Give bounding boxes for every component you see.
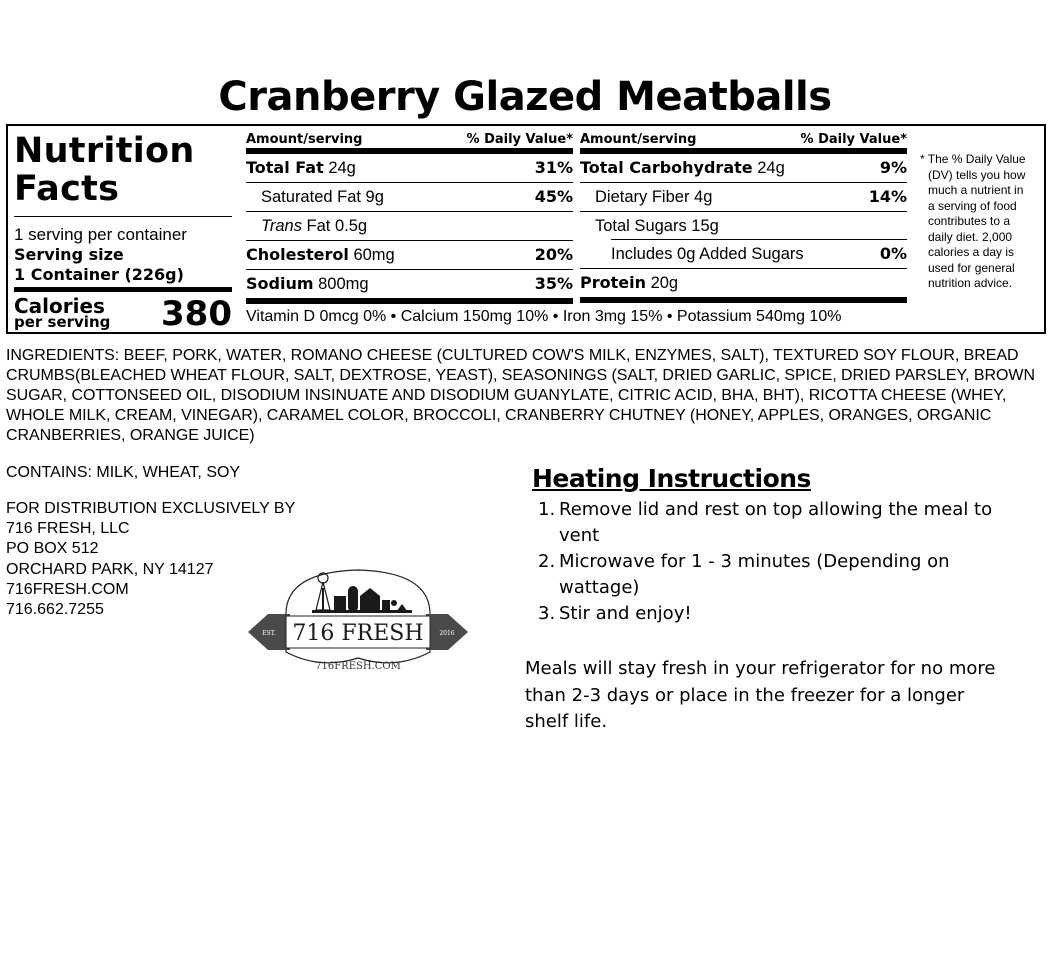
nutrient-row-total-sugars — [580, 212, 907, 240]
nutrient-name: Protein — [580, 273, 646, 292]
footnote-line: a serving of food — [928, 198, 1017, 213]
nutrient-row-total-carbohydrate — [580, 154, 907, 183]
column-header — [580, 132, 907, 154]
nutrition-facts-label — [6, 124, 1046, 334]
amount-serving-header: Amount/serving — [246, 132, 363, 147]
nutrient-name: Fat 0.5g — [306, 217, 368, 235]
heating-step — [538, 549, 998, 601]
nutrient-dv: 45% — [534, 187, 573, 206]
logo-url-text: 716FRESH.COM — [315, 661, 401, 672]
step-text: Stir and enjoy! — [559, 603, 692, 624]
daily-value-header: % Daily Value* — [466, 132, 573, 147]
nutrient-amount: 800mg — [318, 275, 369, 293]
nutrient-name: Saturated Fat 9g — [261, 188, 384, 206]
nutrition-summary — [14, 132, 232, 336]
trans-prefix: Trans — [261, 217, 302, 235]
amount-serving-header: Amount/serving — [580, 132, 697, 147]
vitamins-minerals: Vitamin D 0mcg 0% • Calcium 150mg 10% • Iron 3mg 15% • Potassium 540mg 10% — [246, 308, 842, 325]
serving-size-value: 1 Container (226g) — [14, 265, 184, 284]
calories-value: 380 — [161, 294, 232, 334]
footnote-line: used for general — [928, 260, 1015, 275]
nutrient-name: Total Carbohydrate — [580, 158, 753, 177]
nutrient-amount: 24g — [757, 159, 785, 177]
storage-note: Meals will stay fresh in your refrigerator for no more than 2-3 days or place in the freezer for a longer shelf life. — [525, 658, 996, 732]
address-line: PO BOX 512 — [6, 540, 99, 558]
column-header — [246, 132, 573, 154]
nutrient-name: Sodium — [246, 274, 314, 293]
ingredients-list: INGREDIENTS: BEEF, PORK, WATER, ROMANO CHEESE (CULTURED COW'S MILK, ENZYMES, SALT), TEXTURED SOY FLOUR, BREAD CRUMBS(BLEACHED WHEAT FLOUR, SALT, DEXTROSE, YEAST), SEASONINGS (SALT, DRIED GARLIC, SPICE, DRIED PARSLEY, BROWN SUGAR, COTTONSEED OIL, DISODIUM INSINUATE AND DISODIUM GUANYLATE, CITRIC ACID, BHA, BHT), RICOTTA CHEESE (WHEY, WHOLE MILK, CREAM, VINEGAR), CARAMEL COLOR, BROCCOLI, CRANBERRY CHUTNEY (HONEY, APPLES, ORANGES, ORGANIC CRANBERRIES, ORANGE JUICE) — [6, 347, 1035, 444]
nutrient-amount: 60mg — [353, 246, 395, 264]
footnote-line: * The % Daily Value — [920, 152, 1026, 166]
nutrient-name: Cholesterol — [246, 245, 349, 264]
footnote-line: calories a day is — [928, 245, 1015, 259]
nutrient-dv: 14% — [868, 187, 907, 206]
step-text: Remove lid and rest on top allowing the meal to vent — [559, 499, 993, 546]
nutrient-dv: 20% — [534, 245, 573, 264]
nutrient-row-total-fat — [246, 154, 573, 183]
heating-steps — [538, 497, 998, 627]
brand-logo — [246, 566, 470, 676]
nutrient-name: Includes 0g Added Sugars — [611, 245, 804, 263]
nutrition-heading-line1: Nutrition — [14, 131, 195, 171]
footnote-line: nutrition advice. — [928, 276, 1013, 290]
daily-value-footnote — [920, 152, 1038, 292]
nutrient-row-saturated-fat — [246, 183, 573, 212]
nutrient-dv: 9% — [879, 158, 907, 177]
company-name: 716 FRESH, LLC — [6, 520, 130, 538]
nutrient-name: Dietary Fiber 4g — [595, 188, 713, 206]
heating-step — [538, 601, 998, 627]
divider — [14, 216, 232, 217]
step-number: 3. — [538, 603, 556, 624]
nutrient-row-protein — [580, 269, 907, 303]
nutrient-amount: 20g — [650, 274, 679, 292]
product-title: Cranberry Glazed Meatballs — [218, 74, 832, 120]
heating-step — [538, 497, 998, 549]
nutrient-row-trans-fat — [246, 212, 573, 241]
calories-sublabel: per serving — [14, 313, 111, 331]
footnote-line: contributes to a — [928, 214, 1011, 228]
calories-label: Calories — [14, 294, 105, 318]
nutrient-row-cholesterol — [246, 241, 573, 270]
footnote-line: (DV) tells you how — [928, 167, 1026, 182]
footnote-line: much a nutrient in — [928, 183, 1024, 197]
nutrition-heading-line2: Facts — [14, 169, 120, 209]
logo-est-text: EST. — [262, 630, 276, 637]
nutrient-column-right — [580, 132, 907, 303]
nutrient-name: Total Sugars 15g — [595, 217, 719, 235]
nutrient-row-added-sugars — [580, 240, 907, 269]
nutrient-column-left — [246, 132, 573, 304]
company-phone: 716.662.7255 — [6, 601, 104, 619]
serving-size-label: Serving size — [14, 245, 124, 264]
nutrient-row-sodium — [246, 270, 573, 304]
nutrient-row-dietary-fiber — [580, 183, 907, 212]
company-website: 716FRESH.COM — [6, 580, 129, 598]
calories-row — [14, 292, 232, 336]
logo-year-text: 2016 — [439, 630, 455, 637]
step-number: 2. — [538, 551, 556, 572]
footnote-line: daily diet. 2,000 — [928, 229, 1013, 244]
allergen-contains: CONTAINS: MILK, WHEAT, SOY — [6, 464, 241, 481]
logo-brand-text: 716 FRESH — [292, 621, 424, 646]
daily-value-header: % Daily Value* — [800, 132, 907, 147]
servings-per-container: 1 serving per container — [14, 225, 187, 244]
nutrient-name: Total Fat — [246, 158, 324, 177]
nutrient-dv: 35% — [534, 274, 573, 293]
address-line: ORCHARD PARK, NY 14127 — [6, 560, 214, 578]
nutrient-dv: 31% — [534, 158, 573, 177]
step-number: 1. — [538, 499, 556, 520]
step-text: Microwave for 1 - 3 minutes (Depending on wattage) — [559, 551, 950, 598]
nutrient-amount: 24g — [328, 159, 356, 177]
heating-instructions-title: Heating Instructions — [532, 464, 811, 493]
distribution-line: FOR DISTRIBUTION EXCLUSIVELY BY — [6, 500, 296, 517]
nutrient-dv: 0% — [879, 244, 907, 263]
